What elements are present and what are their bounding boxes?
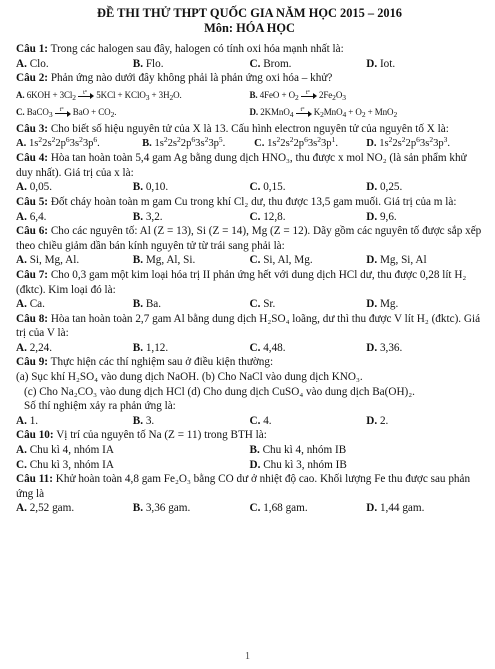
question-text: Thực hiện các thí nghiệm sau ở điều kiện thường: (50, 356, 274, 369)
reaction-arrow-icon (55, 109, 71, 117)
option-a: A. Ca. (16, 298, 45, 311)
question-label: Câu 10: (16, 429, 54, 442)
product: O (335, 89, 343, 100)
option-letter: B. (132, 298, 144, 311)
option-a: A. 2,52 gam. (16, 502, 75, 515)
option-letter: C. (254, 137, 265, 149)
question-label: Câu 4: (16, 152, 49, 165)
option-letter: A. (16, 414, 27, 427)
question-5 (16, 195, 483, 210)
option-letter: A. (16, 210, 27, 223)
option-d: D. Mg. (366, 298, 399, 311)
product: BaO + CO (72, 107, 111, 118)
option-c: C. Sr. (249, 298, 276, 311)
option-d: D. $1s^22s^22p^63s^23p^3$. (366, 134, 451, 149)
question-label: Câu 2: (16, 72, 49, 85)
product: + O (346, 107, 362, 118)
question-1 (16, 42, 483, 57)
option-letter: D. (366, 254, 378, 267)
option-letter: D. (249, 458, 261, 471)
product: K (313, 107, 321, 118)
question-label: Câu 5: (16, 195, 49, 208)
option-letter: C. (249, 502, 261, 515)
option-letter: B. (132, 181, 144, 194)
answer-options (16, 134, 483, 152)
question-6 (16, 224, 483, 253)
option-c: C. 12,8. (249, 210, 286, 223)
answer-options (16, 458, 483, 473)
option-letter: B. (132, 57, 144, 70)
option-b: B. 1,12. (132, 341, 169, 354)
question-text: Vị trí của nguyên tố Na (Z = 11) trong BTH là: (56, 429, 267, 442)
option-a: A. 1. (16, 414, 39, 427)
answer-options (16, 501, 483, 516)
option-c: C. 1,68 gam. (249, 502, 308, 515)
option-letter: D. (366, 57, 378, 70)
option-b: B. Chu kì 4, nhóm IB (249, 444, 347, 457)
option-d: D. 2. (366, 414, 389, 427)
experiment-line: (c) Cho Na₂CO₃ vào dung dịch HCl (d) Cho dung dịch CuSO₄ vào dung dịch Ba(OH)₂. (24, 385, 415, 398)
option-c: C. 4,48. (249, 341, 286, 354)
option-a: A. Clo. (16, 57, 49, 70)
option-a: A. 0,05. (16, 181, 53, 194)
product: 2Fe (318, 89, 333, 100)
product: MnO (323, 107, 343, 118)
option-letter: A. (16, 444, 27, 457)
temperature-label: t° (83, 89, 87, 96)
option-d: D. 0,25. (366, 181, 403, 194)
option-b: B. Ba. (132, 298, 162, 311)
question-label: Câu 6: (16, 225, 49, 238)
product: 5KCl + KClO (96, 89, 146, 100)
option-b: B. Mg, Al, Si. (132, 254, 196, 267)
option-letter: C. (249, 181, 261, 194)
question-8 (16, 312, 483, 341)
answer-options (16, 341, 483, 356)
answer-options (16, 414, 483, 429)
reactant: BaCO (26, 107, 49, 118)
temperature-label: t° (59, 107, 64, 114)
option-c: C. Chu kì 3, nhóm IA (16, 458, 114, 471)
option-d: D. Mg, Si, Al (366, 254, 427, 267)
product: . (114, 107, 117, 118)
option-letter: B. (249, 444, 260, 457)
option-letter: D. (366, 298, 378, 311)
option-letter: A. (16, 57, 27, 70)
option-d: D. 1,44 gam. (366, 502, 425, 515)
question-4 (16, 151, 483, 180)
reactant: 2KMnO (260, 107, 290, 118)
question-label: Câu 8: (16, 312, 49, 325)
experiment-line: Số thí nghiệm xảy ra phản ứng là: (24, 400, 176, 413)
option-c: C. 0,15. (249, 181, 286, 194)
option-a: A. $1s^22s^22p^63s^23p^6$. (16, 134, 100, 149)
option-c: C. Brom. (249, 57, 292, 70)
page-number: 1 (245, 651, 250, 663)
option-letter: B. (132, 210, 144, 223)
reactant: 4FeO + O (259, 89, 295, 100)
product: + MnO (365, 107, 394, 118)
option-b: B. $4FeO + O_2$ t° $2Fe_2O_3$ (250, 88, 484, 103)
question-label: Câu 7: (16, 268, 49, 281)
option-a: A. Chu kì 4, nhóm IA (16, 444, 114, 457)
answer-options (16, 180, 483, 195)
option-letter: D. (366, 414, 378, 427)
question-text: Cho 0,3 gam một kim loại hóa trị II phản ứng hết với dung dịch HCl dư, thu được 0,28 lít H₂ (đktc). Kim loại đó là: (16, 268, 467, 296)
question-7 (16, 268, 483, 297)
question-text: Hòa tan hoàn toàn 5,4 gam Ag bằng dung dịch HNO₃, thu được x mol NO₂ (là sản phẩm khử duy nhất). Giá trị của x là: (16, 152, 467, 179)
option-letter: B. (142, 137, 152, 149)
exam-title: ĐỀ THI THỬ THPT QUỐC GIA NĂM HỌC 2015 – 2016 (97, 6, 402, 20)
option-b: B. 3,36 gam. (132, 502, 191, 515)
option-letter: B. (249, 89, 258, 100)
question-text: Đốt cháy hoàn toàn m gam Cu trong khí Cl₂ dư, thu được 13,5 gam muối. Giá trị của m là: (50, 195, 457, 208)
option-c: C. Si, Al, Mg. (249, 254, 313, 267)
option-letter: A. (16, 181, 27, 194)
question-label: Câu 1: (16, 43, 49, 55)
question-label: Câu 9: (16, 356, 49, 369)
question-2 (16, 71, 483, 86)
question-11 (16, 472, 483, 501)
option-letter: B. (132, 502, 144, 515)
option-letter: C. (249, 254, 261, 267)
question-text: Cho các nguyên tố: Al (Z = 13), Si (Z = 14), Mg (Z = 12). Dãy gồm các nguyên tố được sắp xếp theo chiều giảm dần bán kính nguyên tử từ trái sang phải là: (16, 225, 482, 252)
option-letter: A. (16, 254, 27, 267)
option-letter: D. (366, 137, 377, 149)
question-text: Cho biết số hiệu nguyên tử của X là 13. Cấu hình electron nguyên tử của nguyên tố X là: (50, 122, 449, 135)
option-letter: C. (249, 210, 261, 223)
product: + 3H (149, 89, 170, 100)
temperature-label: t° (300, 107, 305, 114)
option-b: B. 3. (132, 414, 155, 427)
answer-options (16, 57, 483, 72)
question-10 (16, 428, 483, 443)
answer-options (16, 210, 483, 225)
option-d: D. Chu kì 3, nhóm IB (249, 458, 347, 471)
option-a: A. Si, Mg, Al. (16, 254, 80, 267)
option-letter: C. (249, 298, 261, 311)
option-d: D. Iot. (366, 57, 396, 70)
question-9 (16, 355, 483, 370)
option-d: D. 3,36. (366, 341, 403, 354)
option-d: D. 9,6. (366, 210, 397, 223)
answer-options (16, 253, 483, 268)
option-letter: D. (366, 341, 378, 354)
product: O. (173, 89, 182, 100)
option-letter: B. (132, 414, 144, 427)
reaction-arrow-icon (301, 89, 317, 100)
option-letter: D. (366, 210, 378, 223)
option-letter: B. (132, 254, 144, 267)
option-letter: A. (16, 502, 27, 515)
option-b: B. $1s^22s^22p^63s^23p^5$. (142, 134, 226, 149)
option-letter: C. (249, 341, 261, 354)
answer-options (16, 443, 483, 458)
option-letter: A. (16, 298, 27, 311)
answer-options (16, 88, 483, 103)
option-letter: C. (16, 107, 25, 118)
option-b: B. 3,2. (132, 210, 163, 223)
question-label: Câu 11: (16, 473, 53, 486)
question-text: Phản ứng nào dưới đây không phải là phản ứng oxi hóa – khử? (50, 72, 333, 85)
option-b: B. 0,10. (132, 181, 169, 194)
option-letter: C. (249, 414, 261, 427)
question-label: Câu 3: (16, 122, 49, 135)
question-3 (16, 122, 483, 137)
question-text: Trong các halogen sau đây, halogen có tính oxi hóa mạnh nhất là: (50, 43, 344, 55)
option-letter: D. (366, 181, 378, 194)
reaction-arrow-icon (296, 109, 312, 117)
option-letter: C. (16, 458, 27, 471)
answer-options (16, 105, 483, 120)
option-letter: C. (249, 57, 261, 70)
question-text: Khử hoàn toàn 4,8 gam Fe₂O₃ bằng CO dư ở nhiệt độ cao. Khối lượng Fe thu được sau phản ứng là (16, 473, 471, 500)
option-a: A. 6,4. (16, 210, 47, 223)
reactant: 6KOH + 3Cl (26, 89, 73, 100)
option-a: A. 2,24. (16, 341, 53, 354)
experiment-line: (a) Sục khí H₂SO₄ vào dung dịch NaOH. (b) Cho NaCl vào dung dịch KNO₃. (16, 371, 363, 384)
option-c: C. $1s^22s^22p^63s^23p^1$. (254, 134, 338, 149)
option-c: C. 4. (249, 414, 272, 427)
option-letter: D. (249, 107, 259, 118)
reaction-arrow-icon (78, 89, 94, 100)
option-letter: B. (132, 341, 144, 354)
temperature-label: t° (305, 89, 310, 96)
question-text: Hòa tan hoàn toàn 2,7 gam Al bằng dung dịch H₂SO₄ loãng, dư thì thu được V lít H₂ (đktc). Giá trị của V là: (16, 312, 481, 340)
option-c: C. BaCO$_3$ t° BaO + $CO_2$. (16, 105, 250, 120)
option-letter: D. (366, 502, 378, 515)
option-b: B. Flo. (132, 57, 164, 70)
option-letter: A. (16, 341, 27, 354)
option-a: A. $6KOH + 3Cl_2$ t° 5KCl + KClO$_3$ + $3H_2O$. (16, 88, 250, 103)
option-letter: A. (16, 89, 25, 100)
option-d: D. 2KMnO$_4$ t° $K_2MnO_4 + O_2 + MnO_2$ (250, 105, 484, 120)
exam-subject: Môn: HÓA HỌC (204, 21, 295, 35)
answer-options (16, 297, 483, 312)
option-letter: A. (16, 137, 27, 149)
